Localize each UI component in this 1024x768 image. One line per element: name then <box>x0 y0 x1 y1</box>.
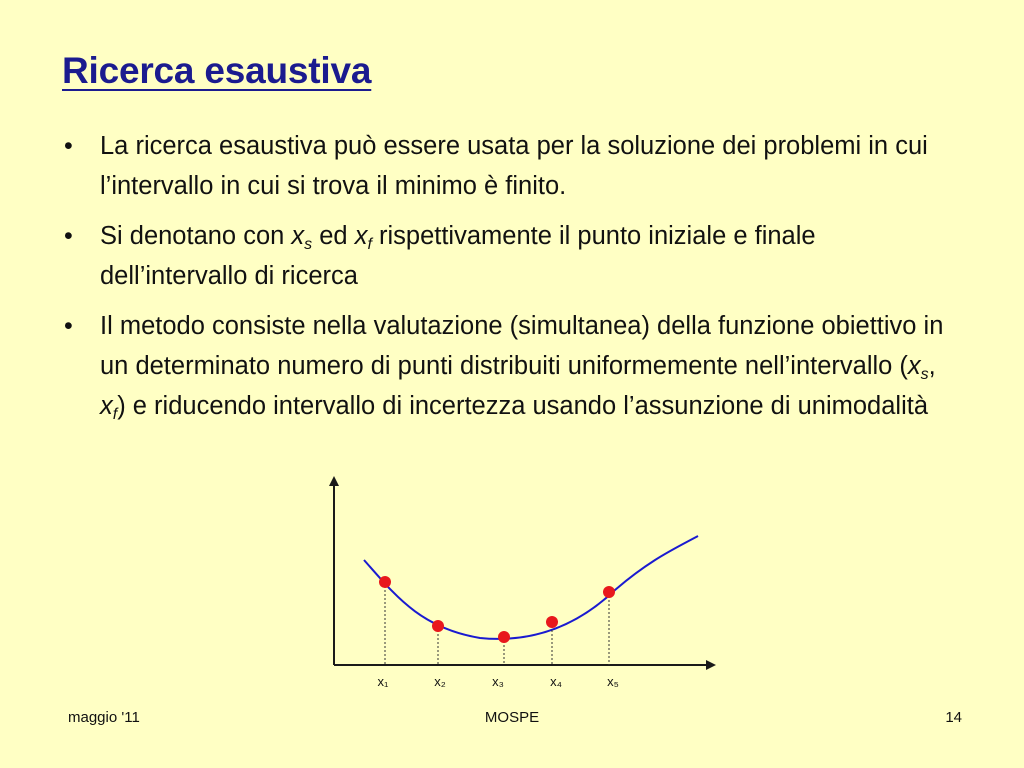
slide-title: Ricerca esaustiva <box>62 50 372 91</box>
sample-point-x4 <box>546 616 558 628</box>
bullet-text-part: , <box>928 352 936 380</box>
variable-subscript: f <box>367 236 372 253</box>
variable-xf <box>354 222 372 253</box>
bullet-text-part: ) e riducendo intervallo di incertezza usando l’assunzione di unimodalità <box>117 392 929 420</box>
objective-function-curve <box>364 536 698 639</box>
bullet-item-1 <box>62 126 962 206</box>
bullet-text-part: ed <box>312 222 355 250</box>
footer-page-number: 14 <box>945 709 962 726</box>
variable-base: x <box>100 392 113 420</box>
tick-label-x1: x₁ <box>377 674 389 689</box>
sample-point-x2 <box>432 620 444 632</box>
variable-base: x <box>291 222 305 250</box>
bullet-text-part: rispettivamente il punto iniziale e finale dell’intervallo di ricerca <box>100 222 816 290</box>
sample-point-x3 <box>498 631 510 643</box>
variable-base: x <box>907 352 921 380</box>
bullet-text-part: Il metodo consiste nella valutazione (simultanea) della funzione obiettivo in un determinato numero di punti distribuiti uniformemente nell’intervallo ( <box>100 312 944 380</box>
variable-xs <box>291 222 313 253</box>
variable-subscript: f <box>112 406 118 423</box>
bullet-marker: • <box>64 312 73 340</box>
bullet-text-part: Si denotano con <box>100 222 292 250</box>
bullet-marker: • <box>64 132 73 160</box>
tick-label-x3: x₃ <box>492 674 504 689</box>
variable-xf <box>100 392 118 423</box>
bullet-text: La ricerca esaustiva può essere usata per la soluzione dei problemi in cui l’intervallo in cui si trova il minimo è finito. <box>100 132 928 200</box>
sample-point-x5 <box>603 586 615 598</box>
bullet-item-3 <box>62 306 962 426</box>
tick-label-x4: x₄ <box>550 674 562 689</box>
bullet-list <box>62 126 962 436</box>
sample-point-x1 <box>379 576 391 588</box>
footer-date: maggio '11 <box>68 709 140 726</box>
tick-label-x2: x₂ <box>434 674 446 689</box>
variable-xs <box>907 352 929 383</box>
variable-base: x <box>354 222 368 250</box>
bullet-item-2 <box>62 216 962 296</box>
tick-label-x5: x₅ <box>607 674 619 689</box>
bullet-marker: • <box>64 222 73 250</box>
footer-course: MOSPE <box>484 709 540 726</box>
variable-subscript: s <box>304 236 313 253</box>
variable-subscript: s <box>920 366 929 383</box>
